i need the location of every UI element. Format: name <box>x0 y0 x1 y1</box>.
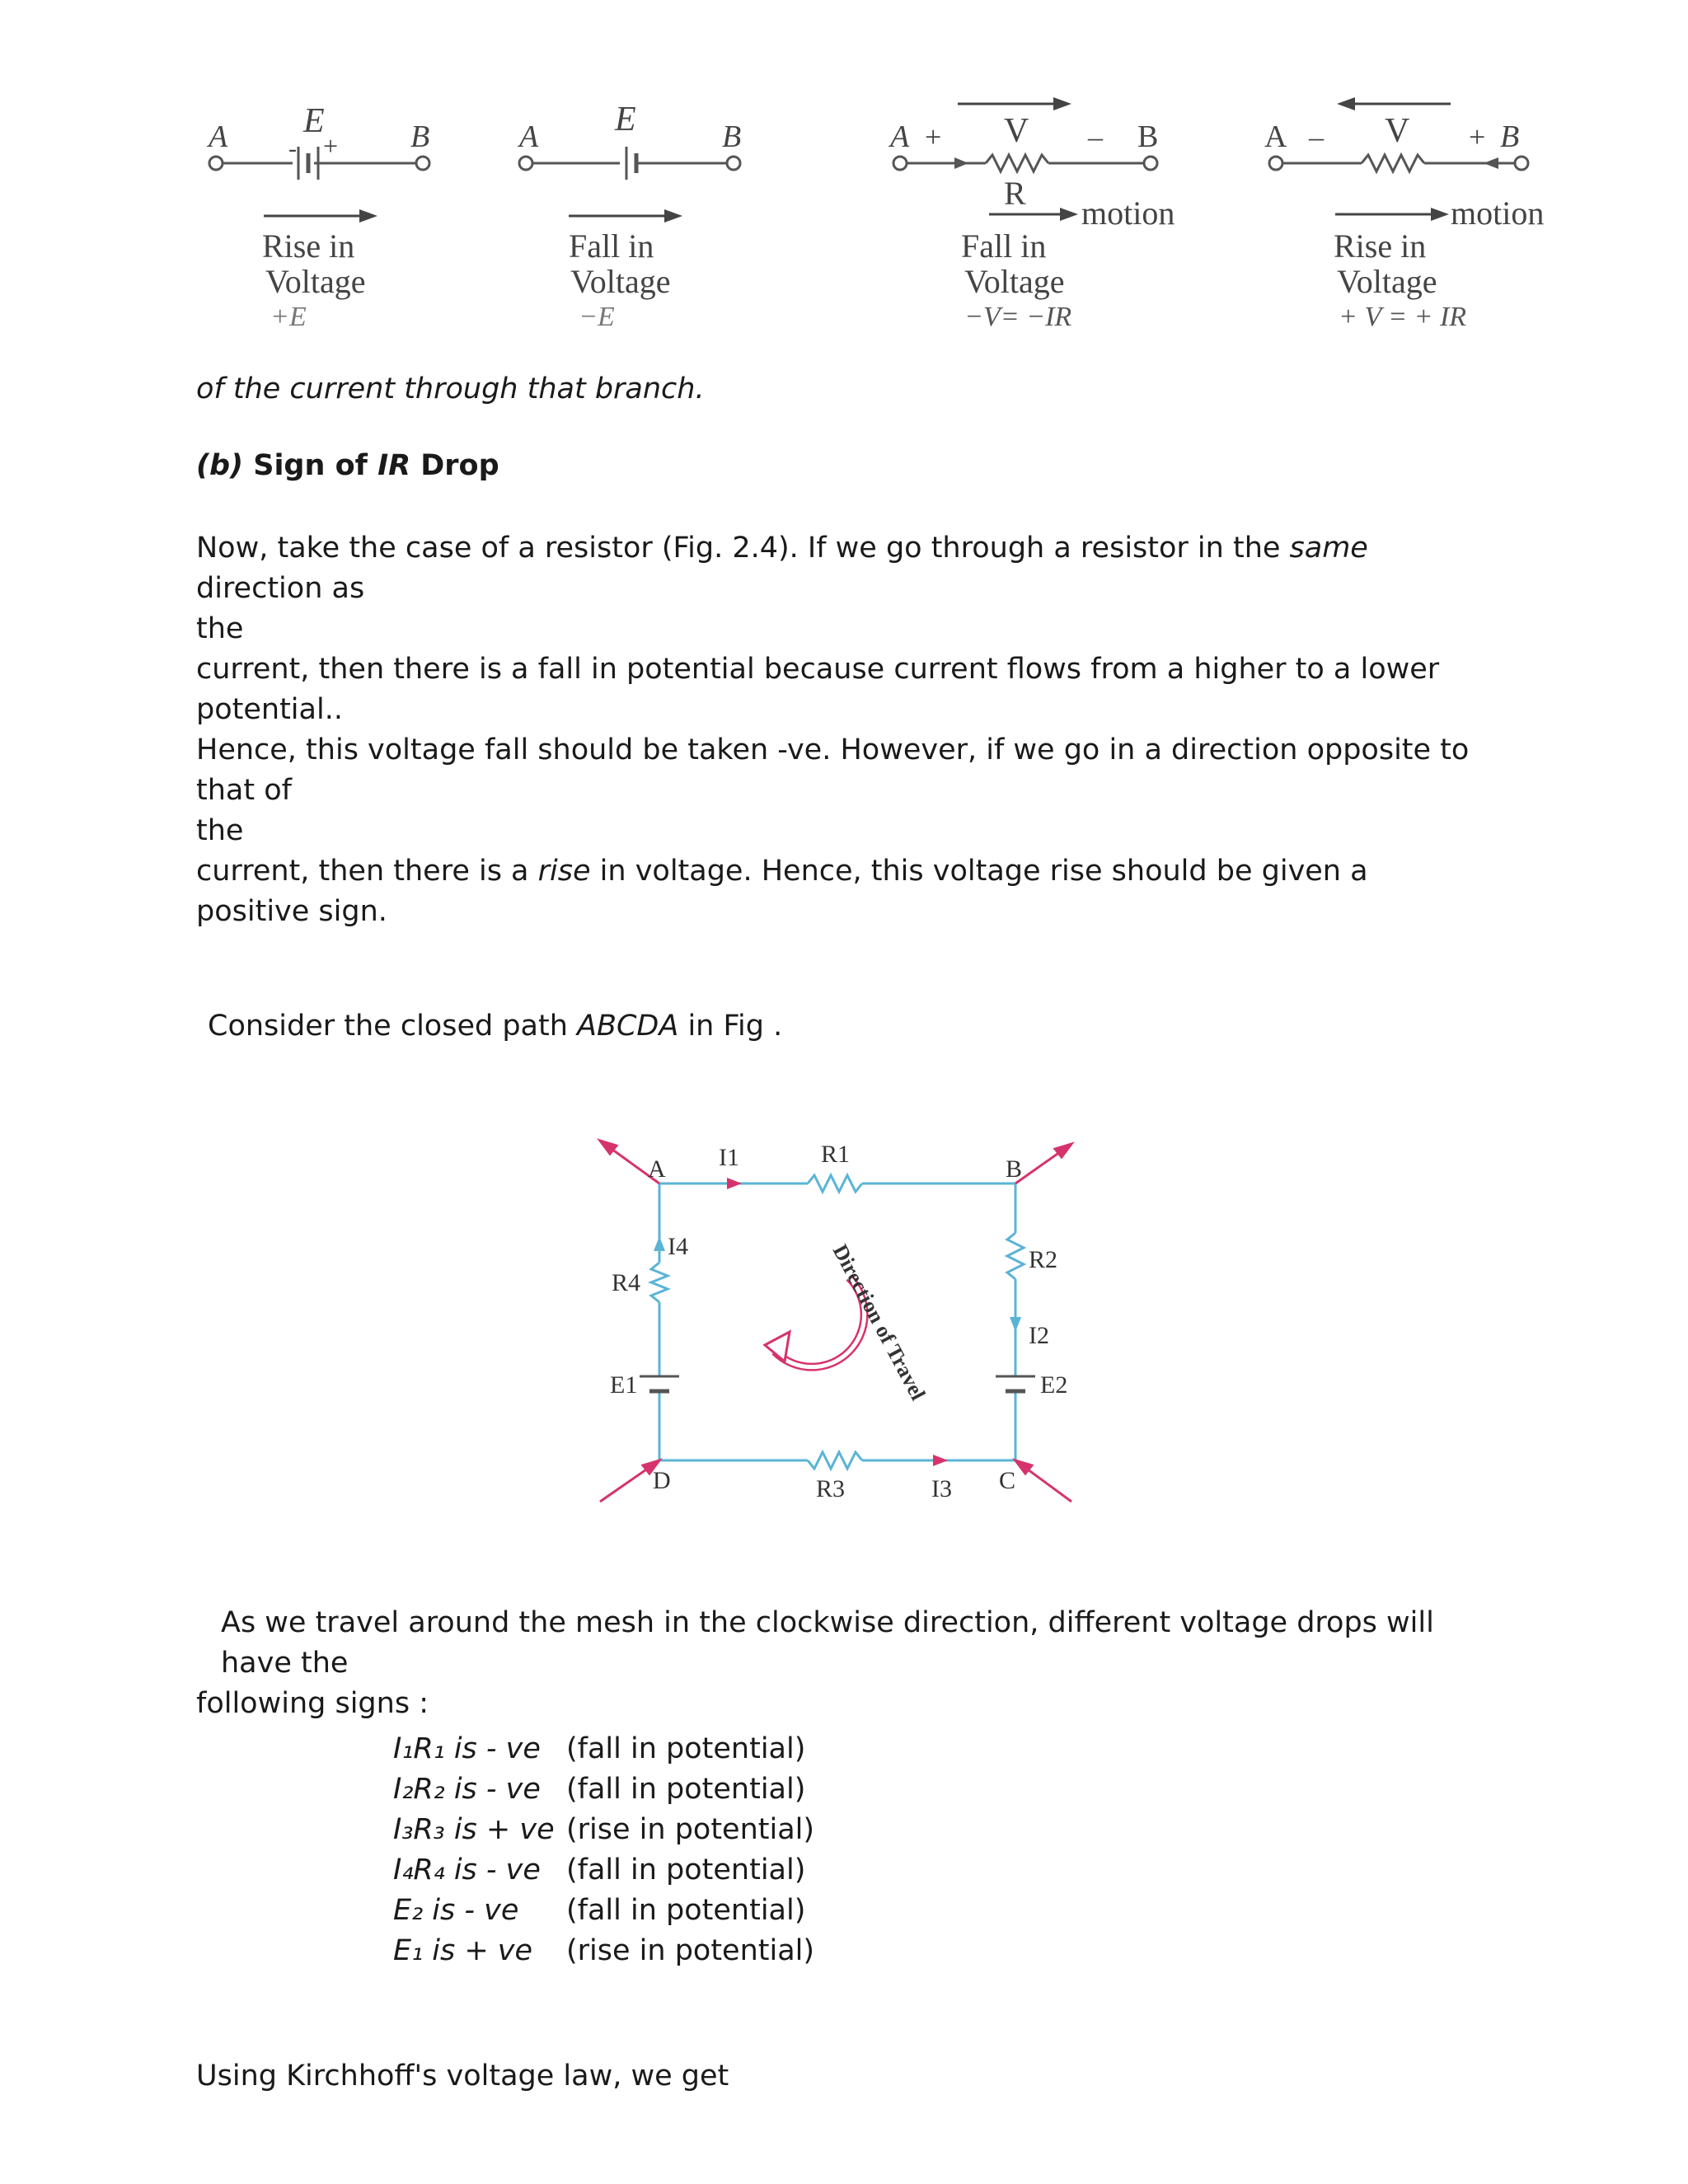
label-r2: R2 <box>1029 1246 1058 1273</box>
label-e: E <box>303 102 325 140</box>
current-arrow-i3 <box>933 1455 948 1466</box>
kirchhoff-line: Using Kirchhoff's voltage law, we get <box>196 2060 729 2093</box>
caption-value: + V = + IR <box>1339 302 1467 332</box>
caption-voltage: Voltage <box>964 263 1065 300</box>
current-arrow-i1 <box>727 1178 742 1189</box>
node-d: D <box>653 1467 671 1494</box>
sign-row: I₂R₂ is - ve (fall in potential) <box>393 1773 806 1806</box>
caption-rise: Rise in <box>262 227 355 265</box>
label-b: B <box>722 120 742 154</box>
motion-label: motion <box>1451 194 1545 232</box>
direction-label: Direction of Travel <box>828 1240 931 1404</box>
current-arrow-i2 <box>1010 1317 1021 1332</box>
motion-label: motion <box>1081 194 1175 232</box>
panel-battery-rise <box>206 102 429 332</box>
sign-row: E₂ is - ve (fall in potential) <box>393 1894 806 1927</box>
section-heading: (b) Sign of IR Drop <box>196 449 499 482</box>
label-r: R <box>1004 175 1026 212</box>
caption-value: −E <box>579 302 615 332</box>
paragraph-resistor: Now, take the case of a resistor (Fig. 2.4). If we go through a resistor in the same direction as the current, then there is a fall in potential because current flows from a higher to a lower potential.. Hence, this voltage fall should be taken -ve. However, if we go in a direction opposite to that of the current, then there is a rise in voltage. Hence, this voltage rise should be given a positive sign. <box>196 532 1470 928</box>
loop-wires <box>651 1175 1024 1469</box>
label-b: B <box>1137 120 1159 154</box>
minus-sign: - <box>288 135 297 162</box>
label-a: A <box>890 120 910 154</box>
label-a: A <box>519 120 539 154</box>
sign-row: I₃R₃ is + ve (rise in potential) <box>393 1813 815 1846</box>
caption-value: −V= −IR <box>964 302 1072 332</box>
sign-table <box>393 1729 814 1971</box>
sign-convention-figure <box>0 0 1688 363</box>
caption-voltage: Voltage <box>1337 263 1437 300</box>
label-r3: R3 <box>816 1475 846 1502</box>
label-i4: I4 <box>668 1233 688 1260</box>
caption-voltage: Voltage <box>265 263 366 300</box>
label-b: B <box>1500 120 1520 154</box>
label-i3: I3 <box>931 1475 952 1502</box>
sign-row: I₁R₁ is - ve (fall in potential) <box>393 1732 806 1765</box>
plus-sign: + <box>1469 120 1486 153</box>
label-v: V <box>1004 112 1029 150</box>
panel-battery-fall <box>517 101 741 332</box>
node-a: A <box>648 1155 666 1183</box>
minus-sign: – <box>1088 120 1103 153</box>
caption-rise: Rise in <box>1334 227 1427 265</box>
label-a: A <box>1264 120 1287 154</box>
current-arrow-i4 <box>654 1236 665 1251</box>
caption-fall: Fall in <box>961 227 1047 265</box>
node-c: C <box>999 1467 1016 1494</box>
caption-voltage: Voltage <box>570 263 671 300</box>
label-e2: E2 <box>1040 1371 1068 1399</box>
paragraph-travel: As we travel around the mesh in the clockwise direction, different voltage drops will have the following signs : <box>196 1606 1434 1720</box>
node-b: B <box>1006 1155 1023 1183</box>
sign-row: E₁ is + ve (rise in potential) <box>393 1934 815 1967</box>
battery-e2 <box>996 1376 1035 1391</box>
caption-value: +E <box>270 302 307 332</box>
label-r1: R1 <box>821 1141 851 1168</box>
text-current-branch: of the current through that branch. <box>196 373 705 405</box>
minus-sign: – <box>1309 120 1324 153</box>
plus-sign: + <box>323 131 339 161</box>
label-b: B <box>410 120 430 154</box>
plus-sign: + <box>925 120 942 153</box>
branch-arrows <box>600 1141 1071 1502</box>
label-e: E <box>615 101 636 138</box>
consider-line: Consider the closed path ABCDA in Fig . <box>208 1010 783 1043</box>
label-i1: I1 <box>719 1144 739 1171</box>
battery-e1 <box>640 1376 679 1391</box>
label-a: A <box>209 120 228 154</box>
caption-fall: Fall in <box>569 227 654 265</box>
label-v: V <box>1385 112 1410 150</box>
panel-resistor-fall <box>888 97 1175 332</box>
label-r4: R4 <box>612 1269 641 1296</box>
label-e1: E1 <box>610 1371 638 1399</box>
mesh-circuit-figure <box>577 1129 1104 1525</box>
panel-resistor-rise <box>1264 97 1544 332</box>
sign-row: I₄R₄ is - ve (fall in potential) <box>393 1854 806 1886</box>
label-i2: I2 <box>1029 1322 1049 1349</box>
